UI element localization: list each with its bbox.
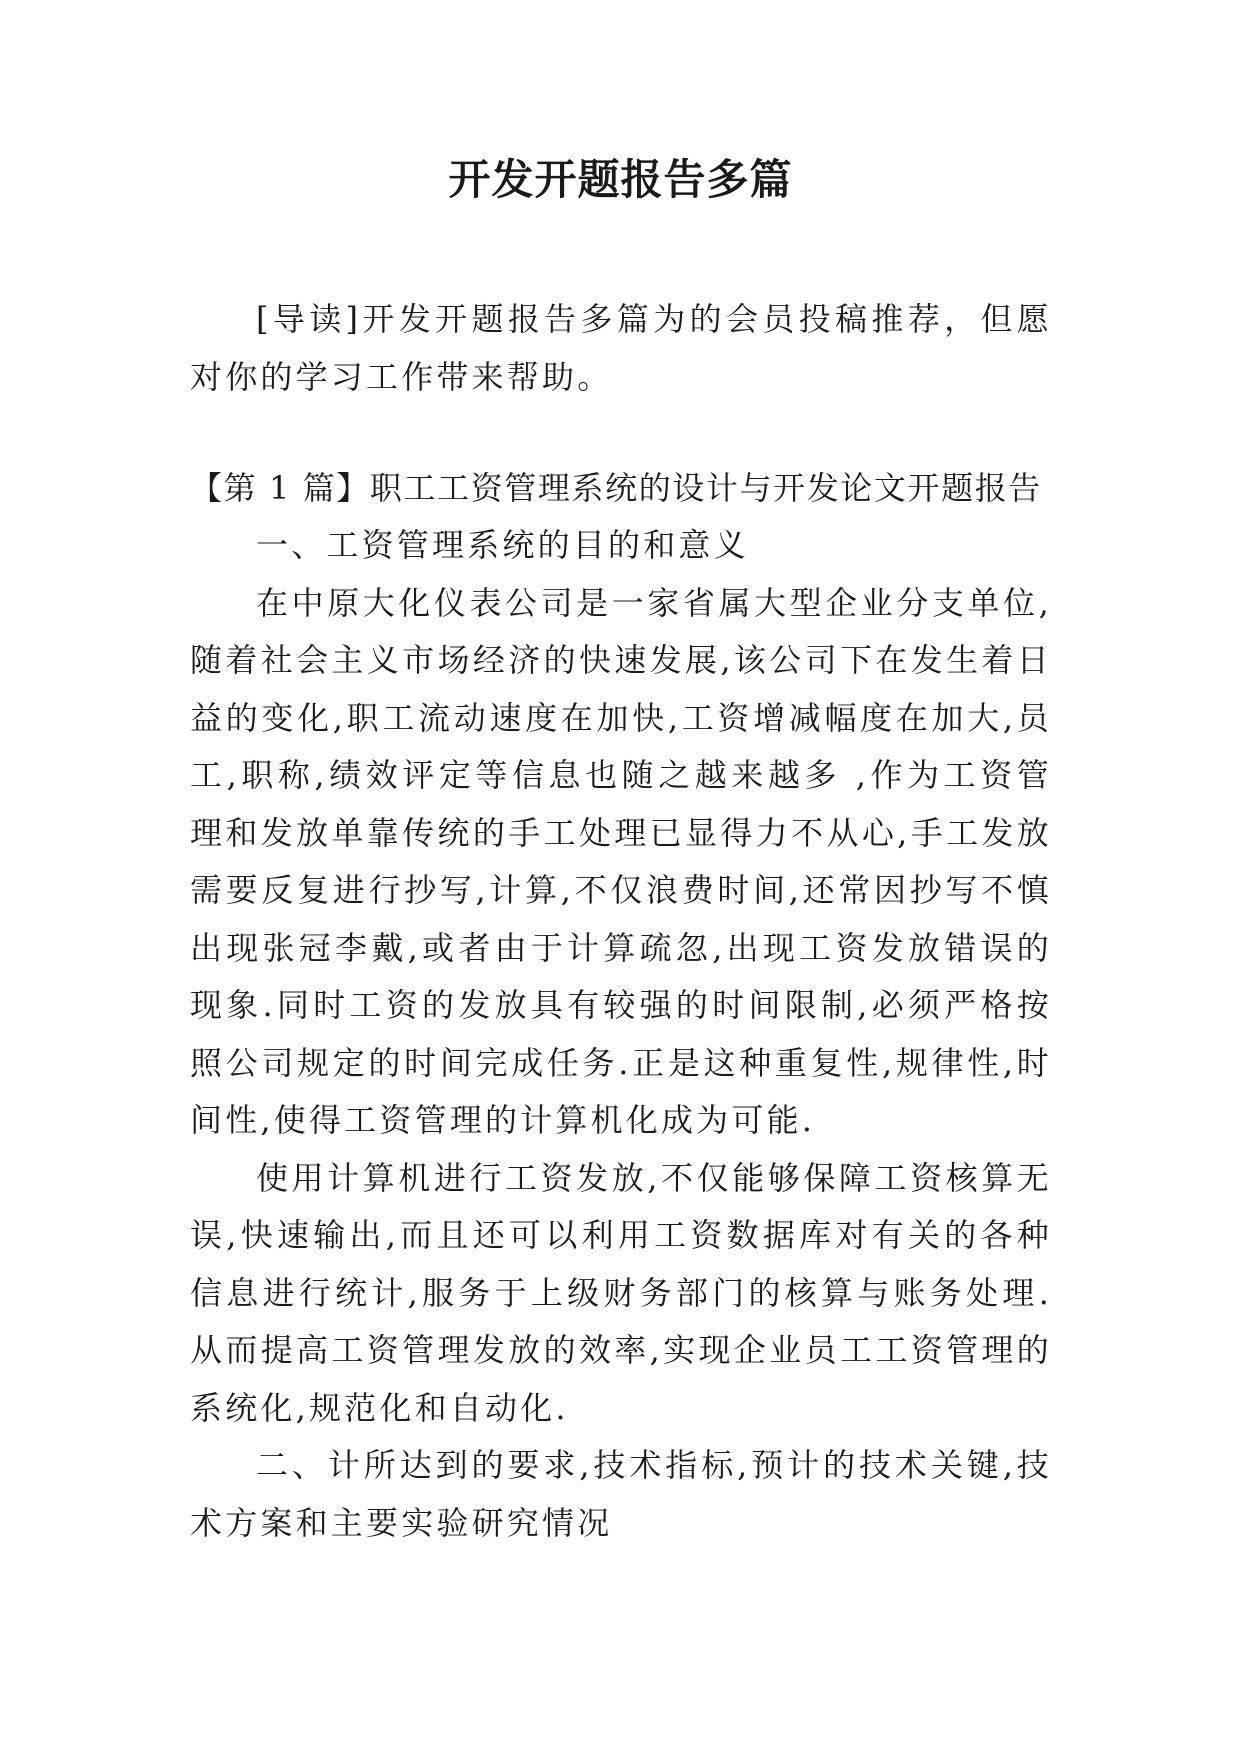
section-heading: 【第 1 篇】职工工资管理系统的设计与开发论文开题报告	[190, 469, 1042, 507]
body-paragraph: 使用计算机进行工资发放,不仅能够保障工资核算无误,快速输出,而且还可以利用工资数据库对有关的各种信息进行统计,服务于上级财务部门的核算与账务处理.从而提高工资管理发放的效率,实现企业员工工资管理的系统化,规范化和自动化.	[190, 1158, 1052, 1427]
article-body	[190, 517, 1052, 1552]
subheading-purpose: 一、工资管理系统的目的和意义	[256, 526, 749, 564]
document-title: 开发开题报告多篇	[448, 155, 793, 204]
lead-paragraph: [导读]开发开题报告多篇为的会员投稿推荐，但愿对你的学习工作带来帮助。	[190, 300, 1052, 396]
body-paragraph: 在中原大化仪表公司是一家省属大型企业分支单位,随着社会主义市场经济的快速发展,该公司下在发生着日益的变化,职工流动速度在加快,工资增减幅度在加大,员工,职称,绩效评定等信息也随之越来越多 ,作为工资管理和发放单靠传统的手工处理已显得力不从心,手工发放需要反复进行抄写,计算,不仅浪费时间,还常因抄写不慎出现张冠李戴,或者由于计算疏忽,出现工资发放错误的现象.同时工资的发放具有较强的时间限制,必须严格按照公司规定的时间完成任务.正是这种重复性,规律性,时间性,使得工资管理的计算机化成为可能.	[190, 583, 1052, 1139]
subheading-requirements: 二、计所达到的要求,技术指标,预计的技术关键,技术方案和主要实验研究情况	[190, 1446, 1052, 1542]
